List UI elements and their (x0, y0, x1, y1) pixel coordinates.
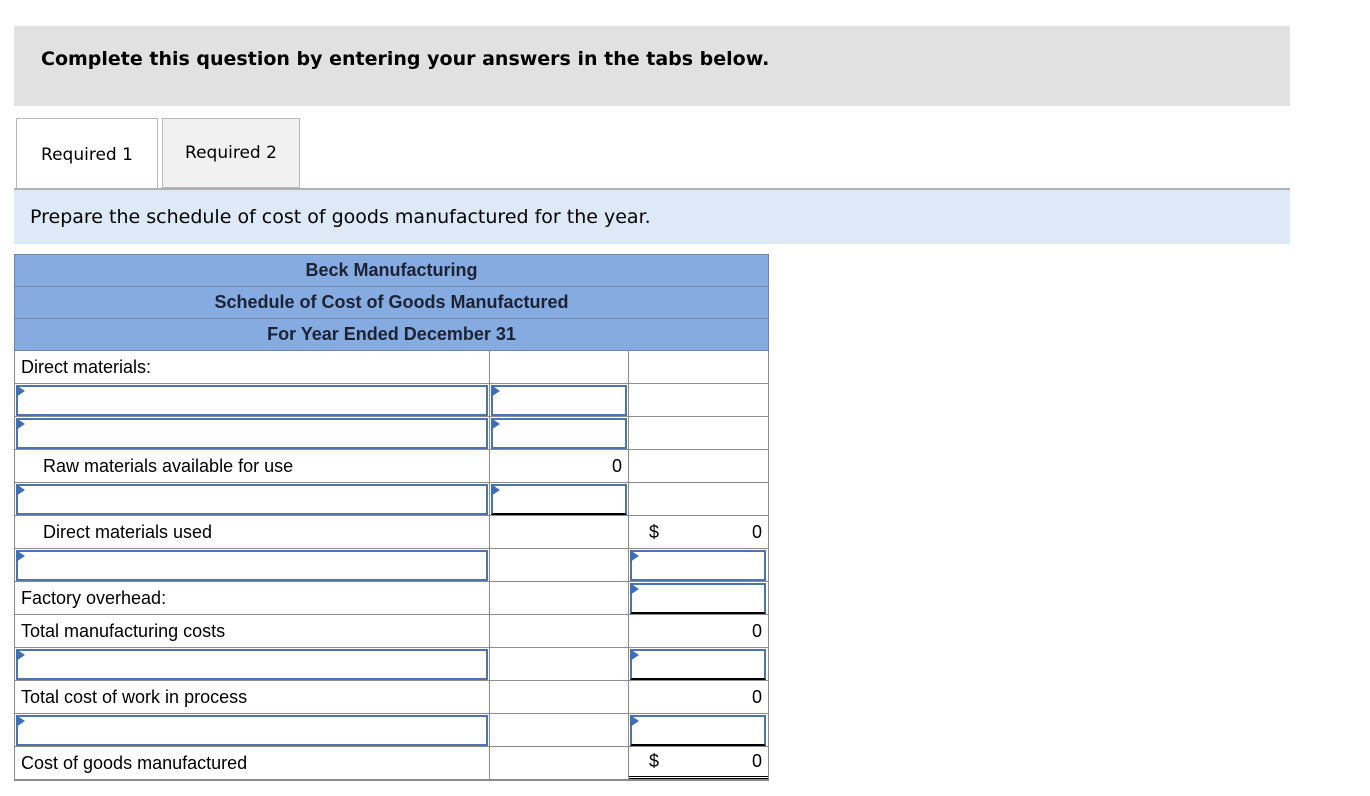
instruction-text: Complete this question by entering your answers in the tabs below. (41, 48, 770, 70)
dollar-sign: $ (649, 521, 660, 542)
table-row (15, 417, 768, 450)
amount-cell (490, 483, 629, 515)
empty-cell (490, 351, 629, 383)
table-row (15, 681, 768, 714)
schedule-table (14, 254, 769, 781)
empty-cell (629, 450, 768, 482)
table-row (15, 516, 768, 549)
empty-cell (629, 483, 768, 515)
dollar-sign: $ (649, 751, 660, 771)
prompt-text: Prepare the schedule of cost of goods manufactured for the year. (30, 206, 651, 228)
amount-input[interactable] (630, 583, 766, 614)
label-cell (15, 417, 490, 449)
empty-cell (629, 417, 768, 449)
amount-input[interactable] (491, 385, 627, 416)
instruction-panel (14, 26, 1290, 106)
table-row (15, 615, 768, 648)
label-cell (15, 483, 490, 515)
amount-cell (629, 549, 768, 581)
total-mfg-value: 0 (751, 620, 762, 641)
empty-cell (490, 714, 629, 746)
empty-cell (629, 384, 768, 416)
amount-cell (629, 648, 768, 680)
tab-required-1-label: Required 1 (41, 144, 133, 165)
schedule-title: Schedule of Cost of Goods Manufactured (14, 286, 769, 319)
amount-cell (490, 417, 629, 449)
label-dropdown[interactable] (16, 715, 488, 746)
prompt-panel (14, 190, 1290, 244)
table-row (15, 351, 768, 384)
table-row (15, 384, 768, 417)
amount-cell (490, 384, 629, 416)
row-label-total-mfg: Total manufacturing costs (15, 615, 490, 647)
empty-cell (490, 582, 629, 614)
table-row (15, 714, 768, 747)
empty-cell (490, 681, 629, 713)
amount-cell (629, 714, 768, 746)
label-cell (15, 648, 490, 680)
empty-cell (490, 648, 629, 680)
cogm-value: 0 (751, 751, 762, 771)
table-row (15, 747, 768, 780)
empty-cell (490, 516, 629, 548)
schedule-period: For Year Ended December 31 (14, 318, 769, 351)
amount-input[interactable] (630, 649, 766, 680)
empty-cell (490, 747, 629, 779)
row-label-dm-used: Direct materials used (15, 516, 490, 548)
label-dropdown[interactable] (16, 649, 488, 680)
empty-cell (490, 549, 629, 581)
label-dropdown[interactable] (16, 484, 488, 515)
total-wip-value: 0 (751, 686, 762, 707)
row-label-factory-overhead: Factory overhead: (15, 582, 490, 614)
schedule-company: Beck Manufacturing (14, 254, 769, 287)
row-label-raw-available: Raw materials available for use (15, 450, 490, 482)
cogm-cell (629, 747, 768, 779)
tab-required-1[interactable] (16, 118, 158, 190)
label-dropdown[interactable] (16, 550, 488, 581)
amount-input[interactable] (630, 550, 766, 581)
row-label-total-wip: Total cost of work in process (15, 681, 490, 713)
label-cell (15, 384, 490, 416)
amount-input[interactable] (491, 418, 627, 449)
amount-input[interactable] (630, 715, 766, 746)
raw-available-value: 0 (490, 450, 629, 482)
table-row (15, 582, 768, 615)
label-dropdown[interactable] (16, 418, 488, 449)
empty-cell (629, 351, 768, 383)
row-label-direct-materials: Direct materials: (15, 351, 490, 383)
label-cell (15, 714, 490, 746)
label-dropdown[interactable] (16, 385, 488, 416)
label-cell (15, 549, 490, 581)
table-row (15, 450, 768, 483)
dm-used-cell (629, 516, 768, 548)
amount-cell (629, 582, 768, 614)
tab-required-2-label: Required 2 (185, 143, 277, 163)
table-row (15, 549, 768, 582)
table-row (15, 483, 768, 516)
table-row (15, 648, 768, 681)
dm-used-value: 0 (751, 521, 762, 542)
tab-required-2[interactable] (162, 118, 300, 188)
amount-input[interactable] (491, 484, 627, 515)
row-label-cogm: Cost of goods manufactured (15, 747, 490, 779)
empty-cell (490, 615, 629, 647)
